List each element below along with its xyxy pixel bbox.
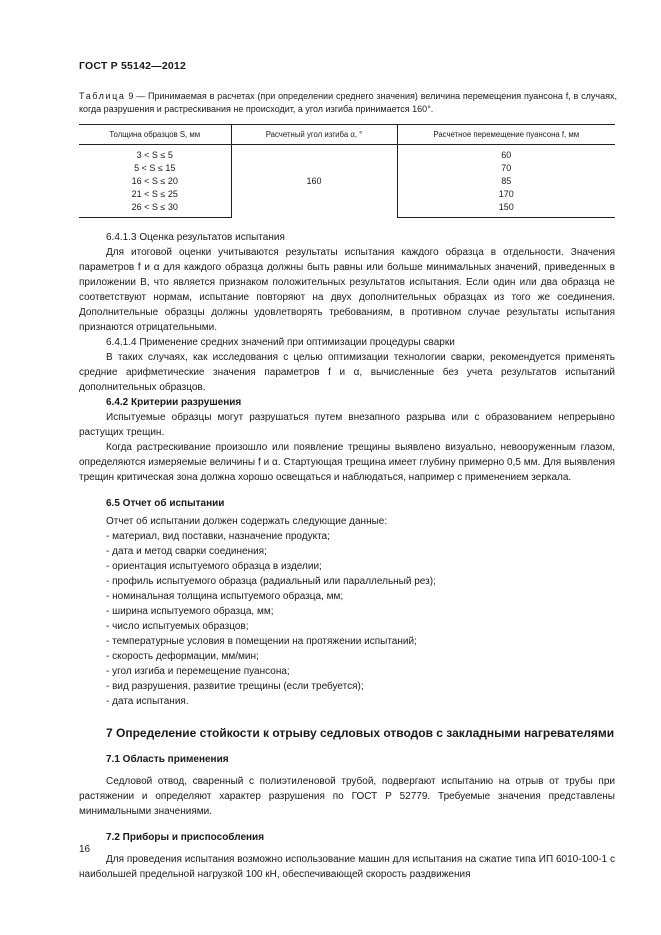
list-item: - материал, вид поставки, назначение продукта; bbox=[106, 531, 330, 542]
column-header-thickness: Толщина образцов S, мм bbox=[79, 125, 231, 145]
list-item: - ориентация испытуемого образца в изделии; bbox=[106, 561, 322, 572]
page-number: 16 bbox=[79, 844, 91, 855]
section-6-4-1-3-title: 6.4.1.3 Оценка результатов испытания bbox=[106, 232, 285, 243]
section-7-title: 7 Определение стойкости к отрыву седловых отводов с закладными нагревателями bbox=[106, 726, 615, 740]
list-item: - температурные условия в помещении на протяжении испытаний; bbox=[106, 636, 417, 647]
table-cell-thickness: 5 < S ≤ 15 bbox=[134, 162, 176, 173]
section-6-5-intro: Отчет об испытании должен содержать следующие данные: bbox=[106, 516, 388, 527]
body-text bbox=[79, 230, 615, 882]
section-6-4-1-3-text: Для итоговой оценки учитываются результаты испытания каждого образца в отдельности. Значения параметров f и α для каждого образца должны быть равны или больше минимальных значений, приведенных в приложении В, что является признаком положительных результатов испытания. Если один или два образца не соответствуют нормам, испытание повторяют на двух дополнительных образцах из того же соединения. Дополнительные образцы должны удовлетворять требованиям, в противном случае результаты испытания признаются отрицательными. bbox=[79, 247, 615, 333]
list-item: - число испытуемых образцов; bbox=[106, 621, 249, 632]
report-items-list bbox=[79, 529, 615, 709]
list-item: - дата испытания. bbox=[106, 696, 189, 707]
table-cell-displacement: 85 bbox=[397, 174, 615, 187]
punch-displacement-table bbox=[79, 124, 615, 218]
section-7-2-text: Для проведения испытания возможно использование машин для испытания на сжатие типа ИП 6010-100-1 с наибольшей предельной нагрузкой 100 кН, обеспечивающей скорость раздвижения bbox=[79, 854, 615, 880]
table-cell-thickness: 16 < S ≤ 20 bbox=[131, 175, 178, 186]
table-cell-displacement: 150 bbox=[397, 201, 615, 218]
section-6-4-2-title: 6.4.2 Критерии разрушения bbox=[106, 397, 242, 408]
list-item: - ширина испытуемого образца, мм; bbox=[106, 606, 274, 617]
table-cell-displacement: 70 bbox=[397, 161, 615, 174]
table-caption-number: 9 bbox=[128, 91, 134, 101]
table-cell-thickness: 26 < S ≤ 30 bbox=[79, 201, 231, 218]
table-cell-displacement: 60 bbox=[397, 145, 615, 162]
section-6-4-1-4-text: В таких случаях, как исследования с целью оптимизации технологии сварки, рекомендуется применять средние арифметические значения параметров f и α, вычисленные без учета результатов испытаний дополнительных образцов. bbox=[79, 352, 615, 393]
table-cell-thickness: 21 < S ≤ 25 bbox=[131, 189, 178, 200]
table-caption-text: — Принимаемая в расчетах (при определении среднего значения) величина перемещения пуансона f, в случаях, когда разрушения и растрескивания не происходит, а угол изгиба принимается 160°. bbox=[79, 91, 617, 114]
section-7-2-title: 7.2 Приборы и приспособления bbox=[106, 832, 265, 843]
standard-header: ГОСТ Р 55142—2012 bbox=[79, 60, 187, 72]
table-cell-thickness: 3 < S ≤ 5 bbox=[136, 149, 173, 160]
table-row bbox=[79, 145, 615, 162]
list-item: - профиль испытуемого образца (радиальный или параллельный рез); bbox=[106, 576, 436, 587]
list-item: - дата и метод сварки соединения; bbox=[106, 546, 267, 557]
table-caption bbox=[79, 90, 617, 116]
column-header-displacement: Расчетное перемещение пуансона f, мм bbox=[397, 125, 615, 145]
column-header-angle: Расчетный угол изгиба α, ° bbox=[231, 125, 397, 145]
list-item: - угол изгиба и перемещение пуансона; bbox=[106, 666, 290, 677]
section-6-4-2-paragraph-2: Когда растрескивание произошло или появление трещины выявлено визуально, невооруженным глазом, определяются измеряемые величины f и α. Стартующая трещина имеет глубину примерно 0,5 мм. Для выявления трещин критическая зона должна хорошо освещаться и наблюдаться, например с применением зеркала. bbox=[79, 442, 615, 483]
section-6-4-2-paragraph-1: Испытуемые образцы могут разрушаться путем внезапного разрыва или с образованием непрерывно растущих трещин. bbox=[79, 412, 615, 438]
section-7-1-title: 7.1 Область применения bbox=[106, 754, 229, 765]
table-header-row bbox=[79, 125, 615, 145]
table-cell-displacement: 170 bbox=[397, 188, 615, 201]
table-caption-label: Таблица bbox=[79, 91, 126, 101]
section-6-5-title: 6.5 Отчет об испытании bbox=[106, 498, 225, 509]
section-6-4-1-4-title: 6.4.1.4 Применение средних значений при оптимизации процедуры сварки bbox=[106, 337, 455, 348]
table-cell-angle: 160 bbox=[231, 145, 397, 218]
list-item: - вид разрушения, развитие трещины (если требуется); bbox=[106, 681, 364, 692]
list-item: - номинальная толщина испытуемого образца, мм; bbox=[106, 591, 344, 602]
section-7-1-text: Седловой отвод, сваренный с полиэтиленовой трубой, подвергают испытанию на отрыв от трубы при растяжении и определяют характер разрушения по ГОСТ Р 52779. Требуемые значения представлены минимальными значениями. bbox=[79, 776, 615, 817]
list-item: - скорость деформации, мм/мин; bbox=[106, 651, 259, 662]
